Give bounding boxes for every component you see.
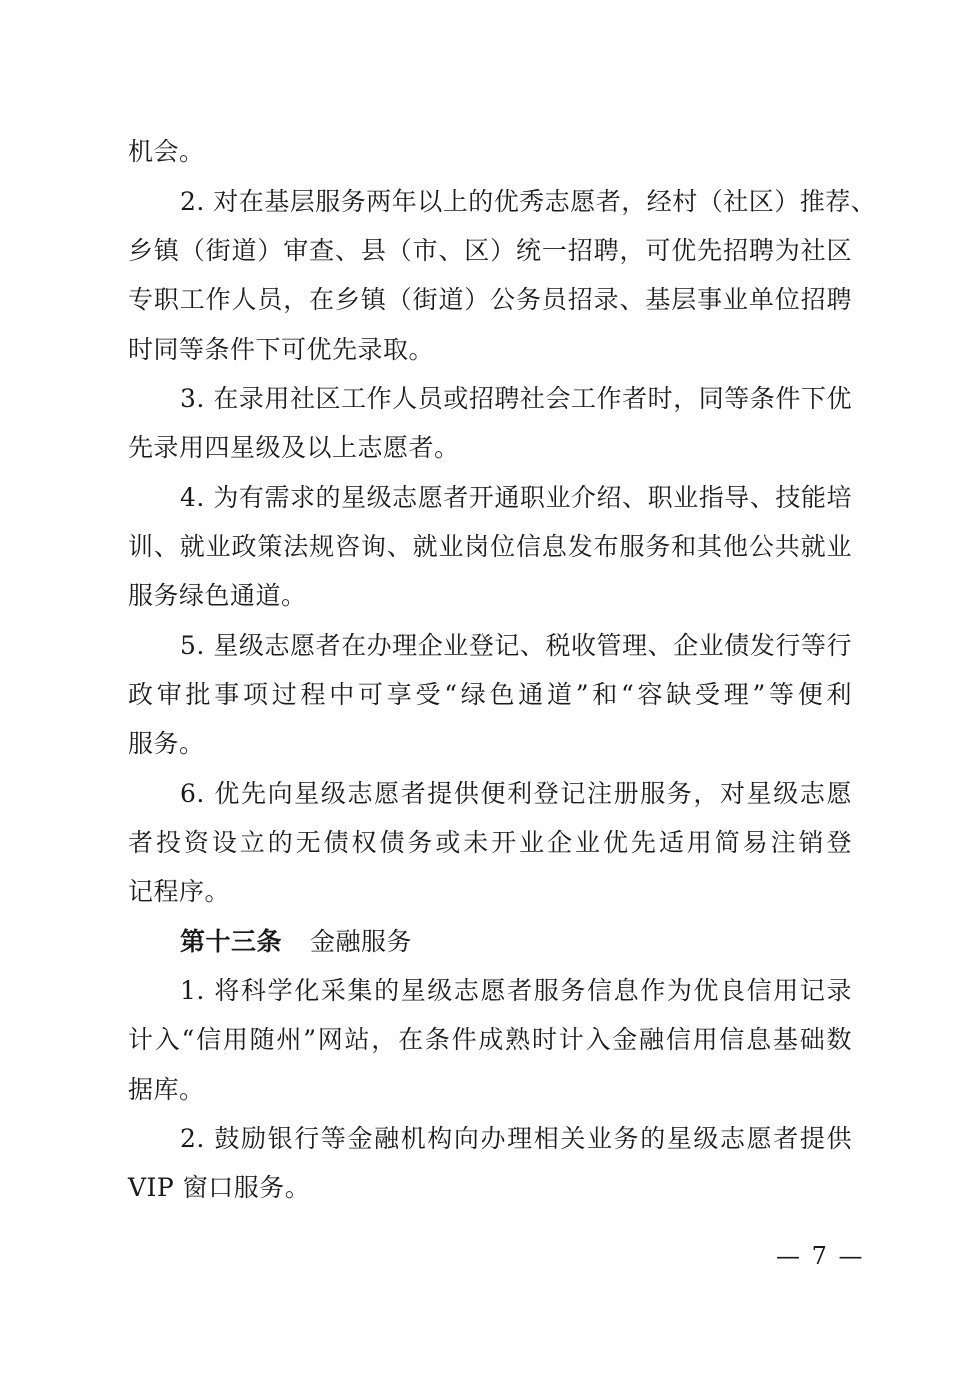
article-number: 第十三条 — [180, 927, 283, 956]
text-line: 据库。 — [128, 1075, 205, 1104]
text-line: 记程序。 — [128, 877, 231, 906]
article-heading — [180, 925, 412, 959]
text-line: 5. 星级志愿者在办理企业登记、税收管理、企业债发行等行 — [180, 631, 852, 660]
text-line: 4. 为有需求的星级志愿者开通职业介绍、职业指导、技能培 — [180, 483, 852, 512]
text-line: 机会。 — [128, 137, 205, 166]
text-line: 2. 鼓励银行等金融机构向办理相关业务的星级志愿者提供 — [180, 1124, 852, 1153]
text-line: VIP 窗口服务。 — [128, 1173, 311, 1202]
text-line: 乡镇（街道）审查、县（市、区）统一招聘，可优先招聘为社区 — [128, 236, 852, 265]
text-line: 1. 将科学化采集的星级志愿者服务信息作为优良信用记录 — [180, 976, 852, 1005]
text-line: 训、就业政策法规咨询、就业岗位信息发布服务和其他公共就业 — [128, 532, 852, 561]
article-title: 金融服务 — [310, 927, 413, 956]
text-line: 服务绿色通道。 — [128, 581, 307, 610]
text-line: 先录用四星级及以上志愿者。 — [128, 433, 460, 462]
text-line: 专职工作人员，在乡镇（街道）公务员招录、基层事业单位招聘 — [128, 285, 852, 314]
text-line: 时同等条件下可优先录取。 — [128, 335, 435, 364]
page-number: — 7 — — [776, 1242, 865, 1270]
text-line: 者投资设立的无债权债务或未开业企业优先适用简易注销登 — [128, 828, 852, 857]
text-line: 政审批事项过程中可享受“绿色通道”和“容缺受理”等便利 — [128, 680, 852, 709]
text-line: 计入“信用随州”网站，在条件成熟时计入金融信用信息基础数 — [128, 1025, 852, 1054]
text-line: 2. 对在基层服务两年以上的优秀志愿者，经村（社区）推荐、 — [180, 187, 877, 216]
text-line: 6. 优先向星级志愿者提供便利登记注册服务，对星级志愿 — [180, 779, 852, 808]
text-line: 3. 在录用社区工作人员或招聘社会工作者时，同等条件下优 — [180, 384, 852, 413]
text-line: 服务。 — [128, 729, 205, 758]
